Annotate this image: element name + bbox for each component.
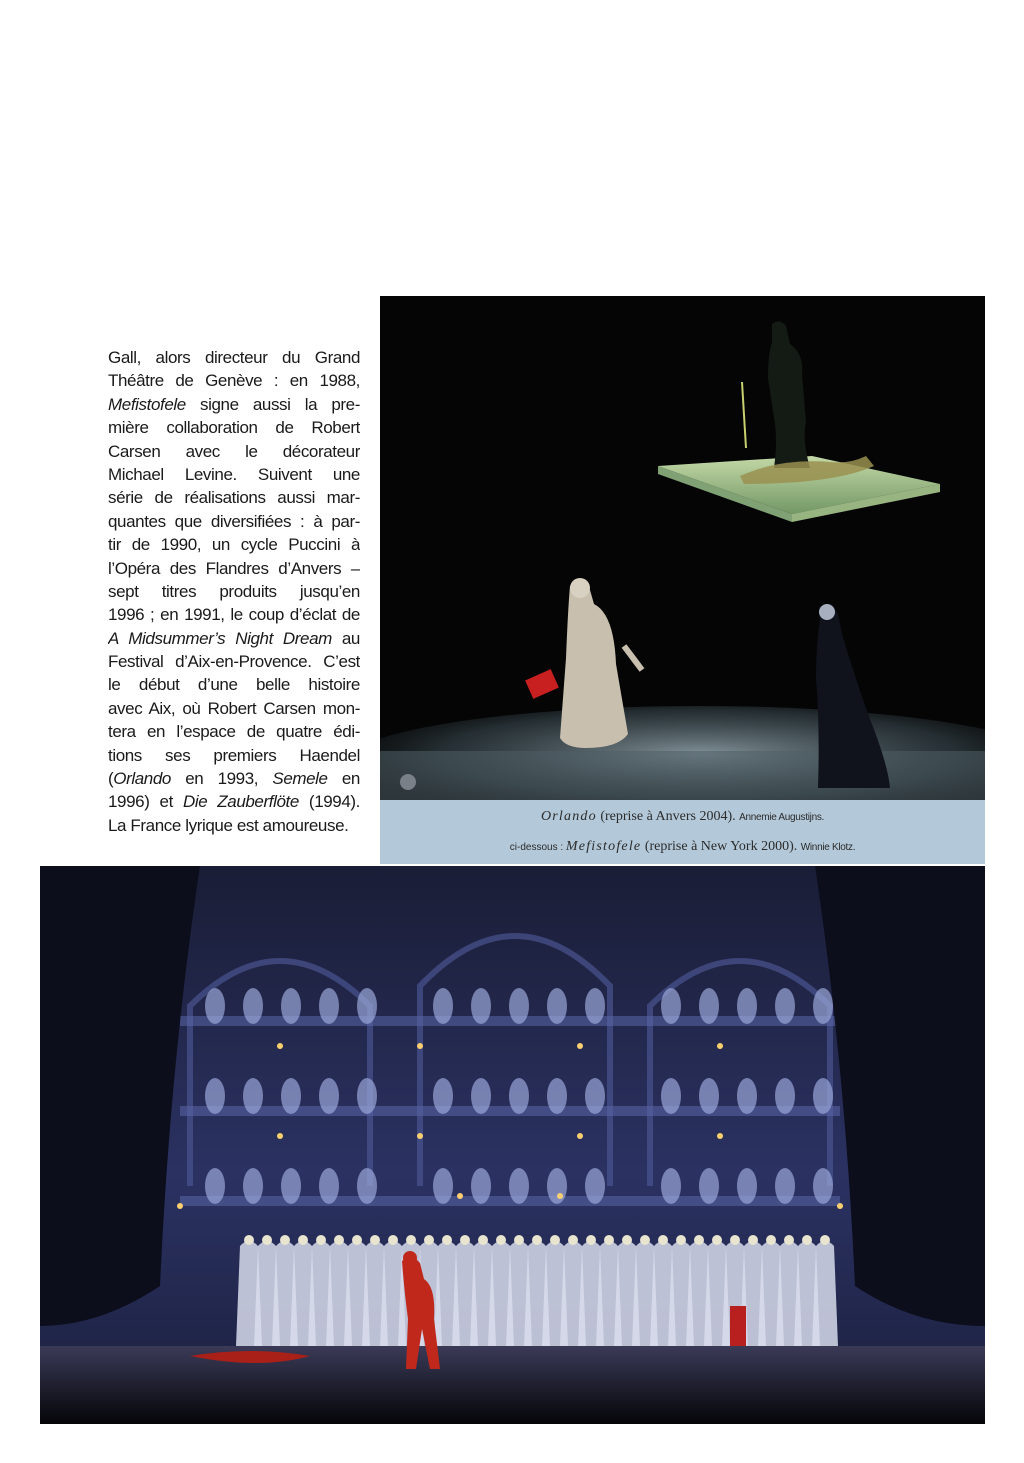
body-text-line bbox=[108, 393, 360, 416]
body-text-run: Festival d’Aix-en-Provence. C’est bbox=[108, 652, 360, 672]
body-text-line bbox=[108, 744, 360, 767]
body-text-italic: Die Zauberflöte bbox=[182, 792, 299, 812]
body-text-run: tera en l’espace de quatre édi- bbox=[108, 722, 360, 742]
body-text-run: (1994). bbox=[298, 792, 360, 812]
mefistofele-photo-illustration bbox=[40, 866, 985, 1424]
body-text-italic: Mefistofele bbox=[108, 394, 186, 414]
body-text-run: en 1993, bbox=[170, 769, 273, 789]
mefistofele-stage-photo bbox=[40, 866, 985, 1424]
caption-orlando-credit: Annemie Augustijns. bbox=[739, 812, 825, 823]
body-text-run: Gall, alors directeur du Grand bbox=[108, 348, 360, 367]
body-text-line bbox=[108, 814, 360, 837]
body-text-run: Carsen avec le décorateur bbox=[108, 441, 360, 461]
caption-mefistofele-detail: (reprise à New York 2000). bbox=[641, 839, 801, 854]
orlando-photo-illustration bbox=[380, 296, 985, 800]
orlando-stage-photo bbox=[380, 296, 985, 800]
body-text-line bbox=[108, 533, 360, 556]
body-text-line bbox=[108, 486, 360, 509]
body-text-line bbox=[108, 557, 360, 580]
caption-mefistofele-lead: ci-dessous : bbox=[509, 842, 566, 853]
body-text-line bbox=[108, 767, 360, 790]
body-text-run: Théâtre de Genève : en 1988, bbox=[108, 371, 360, 391]
caption-orlando-title: Orlando bbox=[540, 809, 597, 824]
caption-mefistofele bbox=[380, 839, 985, 855]
body-text-run: série de réalisations aussi mar- bbox=[108, 488, 360, 508]
body-text-run: Michael Levine. Suivent une bbox=[108, 464, 360, 484]
body-text-line bbox=[108, 603, 360, 626]
caption-orlando bbox=[380, 809, 985, 825]
body-text-line bbox=[108, 510, 360, 533]
body-text-run: ( bbox=[108, 769, 114, 789]
body-text-run: quantes que diversifiées : à par- bbox=[108, 511, 360, 531]
body-text-run: en bbox=[327, 769, 360, 789]
body-text-line bbox=[108, 463, 360, 486]
body-text-run: sept titres produits jusqu’en bbox=[108, 581, 360, 601]
caption-mefistofele-credit: Winnie Klotz. bbox=[800, 842, 856, 853]
body-text-run: le début d’une belle histoire bbox=[108, 675, 360, 695]
body-text-run: La France lyrique est amoureuse. bbox=[108, 815, 349, 835]
body-text-run: signe aussi la pre- bbox=[185, 394, 360, 414]
body-text-run: tions ses premiers Haendel bbox=[108, 745, 360, 765]
body-text-italic: Semele bbox=[272, 769, 328, 789]
caption-mefistofele-title: Mefistofele bbox=[565, 839, 642, 854]
body-text-run: au bbox=[331, 628, 360, 648]
body-text-line bbox=[108, 790, 360, 813]
body-text-italic: A Midsummer’s Night Dream bbox=[108, 628, 332, 648]
body-text-line bbox=[108, 720, 360, 743]
body-text-line bbox=[108, 697, 360, 720]
caption-orlando-detail: (reprise à Anvers 2004). bbox=[596, 809, 740, 824]
article-body-text bbox=[108, 346, 360, 837]
body-text-line bbox=[108, 440, 360, 463]
body-text-run: 1996) et bbox=[108, 792, 183, 812]
body-text-line bbox=[108, 416, 360, 439]
body-text-italic: Orlando bbox=[113, 769, 171, 789]
body-text-run: avec Aix, où Robert Carsen mon- bbox=[108, 698, 360, 718]
caption-band bbox=[380, 800, 985, 864]
body-text-line bbox=[108, 369, 360, 392]
body-text-line bbox=[108, 627, 360, 650]
body-text-run: l’Opéra des Flandres d’Anvers – bbox=[108, 558, 360, 578]
body-text-run: mière collaboration de Robert bbox=[108, 418, 360, 438]
body-text-line bbox=[108, 650, 360, 673]
body-text-line bbox=[108, 346, 360, 369]
body-text-line bbox=[108, 580, 360, 603]
body-text-run: 1996 ; en 1991, le coup d’éclat de bbox=[108, 605, 360, 625]
body-text-run: tir de 1990, un cycle Puccini à bbox=[108, 535, 360, 555]
body-text-line bbox=[108, 673, 360, 696]
